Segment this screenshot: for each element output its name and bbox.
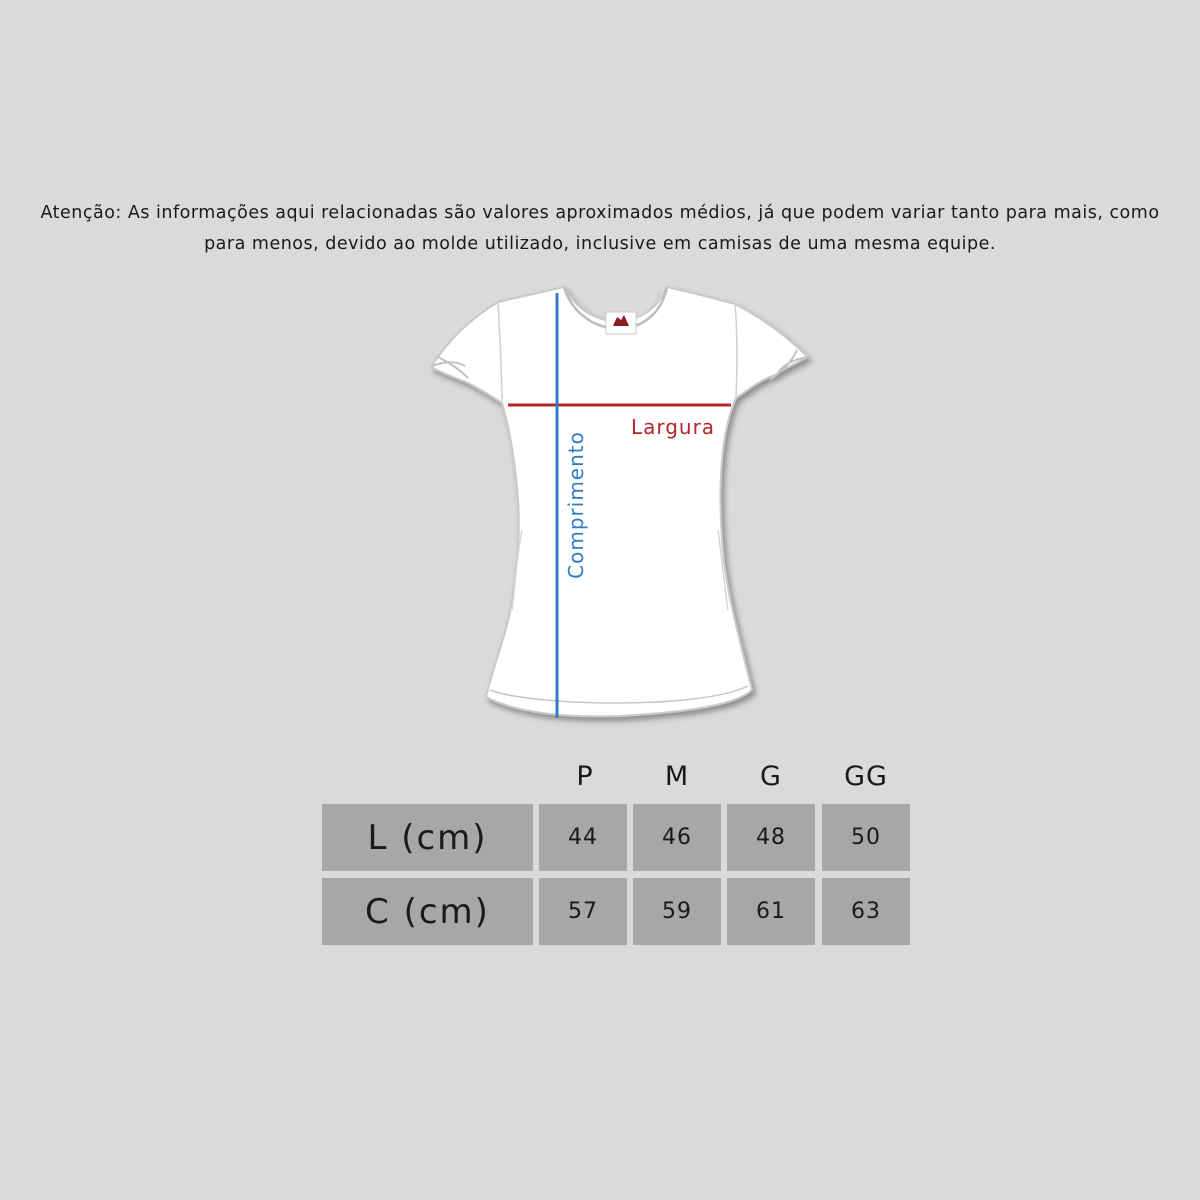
length-value-g: 61 xyxy=(727,878,815,945)
size-header-gg: GG xyxy=(844,760,888,792)
width-label: Largura xyxy=(630,415,716,439)
width-value-g: 48 xyxy=(727,804,815,871)
size-header-g: G xyxy=(760,760,782,792)
row-label-width: L (cm) xyxy=(322,804,533,871)
length-label: Comprimento xyxy=(564,431,588,579)
width-value-gg: 50 xyxy=(822,804,910,871)
length-value-m: 59 xyxy=(633,878,721,945)
size-header-m: M xyxy=(664,760,690,792)
length-value-gg: 63 xyxy=(822,878,910,945)
tshirt-silhouette xyxy=(431,287,808,716)
width-value-p: 44 xyxy=(539,804,627,871)
row-label-length: C (cm) xyxy=(322,878,533,945)
size-header-p: P xyxy=(576,760,594,792)
width-value-m: 46 xyxy=(633,804,721,871)
disclaimer-text: Atenção: As informações aqui relacionadas são valores aproximados médios, já que podem variar tanto para mais, como para menos, devido ao molde utilizado, inclusive em camisas de uma mesma equipe. xyxy=(40,203,1160,254)
brand-label xyxy=(606,312,636,334)
length-value-p: 57 xyxy=(539,878,627,945)
